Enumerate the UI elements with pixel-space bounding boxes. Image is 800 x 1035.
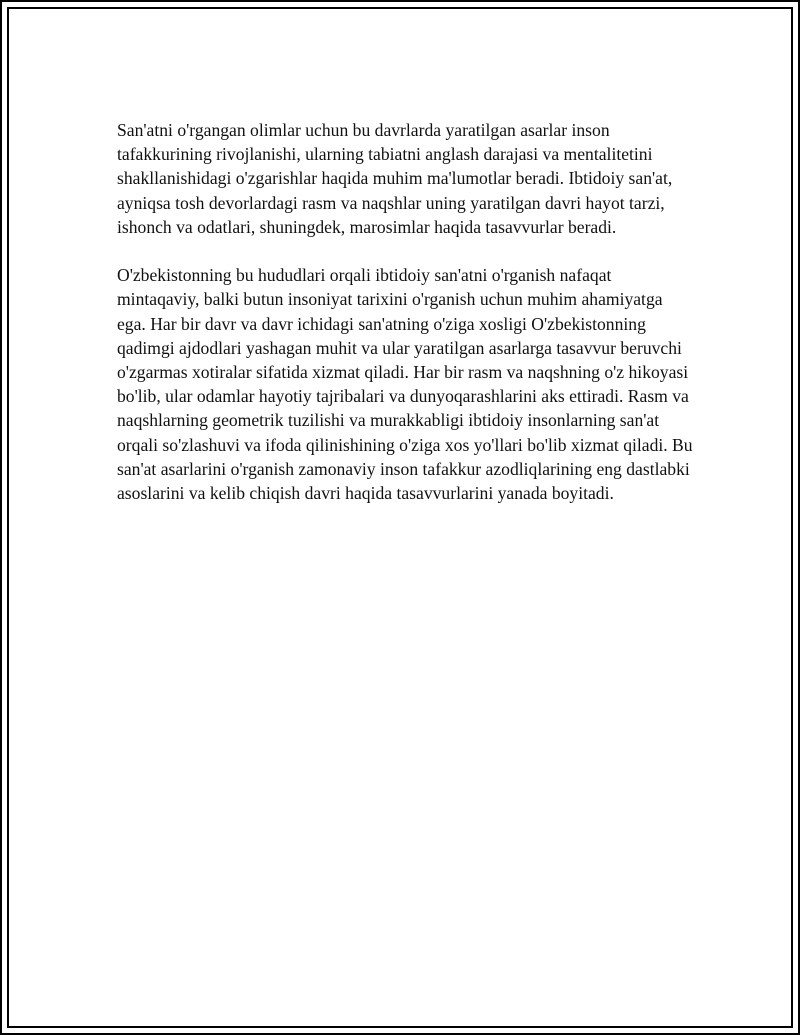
paragraph-1: San'atni o'rgangan olimlar uchun bu davrlarda yaratilgan asarlar inson tafakkurining rivojlanishi, ularning tabiatni anglash darajasi va mentalitetini shakllanishidagi o'zgarishlar haqida muhim ma'lumotlar beradi. Ibtidoiy san'at, ayniqsa tosh devorlardagi rasm va naqshlar uning yaratilgan davri hayot tarzi, ishonch va odatlari, shuningdek, marosimlar haqida tasavvurlar beradi.	[117, 120, 673, 237]
paragraph-2: O'zbekistonning bu hududlari orqali ibtidoiy san'atni o'rganish nafaqat mintaqaviy, balki butun insoniyat tarixini o'rganish uchun muhim ahamiyatga ega. Har bir davr va davr ichidagi san'atning o'ziga xosligi O'zbekistonning qadimgi ajdodlari yashagan muhit va ular yaratilgan asarlarga tasavvur beruvchi o'zgarmas xotiralar sifatida xizmat qiladi. Har bir rasm va naqshning o'z hikoyasi bo'lib, ular odamlar hayotiy tajribalari va dunyoqarashlarini aks ettiradi. Rasm va naqshlarning geometrik tuzilishi va murakkabligi ibtidoiy insonlarning san'at orqali so'zlashuvi va ifoda qilinishining o'ziga xos yo'llari bo'lib xizmat qiladi. Bu san'at asarlarini o'rganish zamonaviy inson tafakkur azodliqlarining eng dastlabki asoslarini va kelib chiqish davri haqida tasavvurlarini yanada boyitadi.	[117, 265, 693, 504]
document-body	[117, 118, 695, 529]
